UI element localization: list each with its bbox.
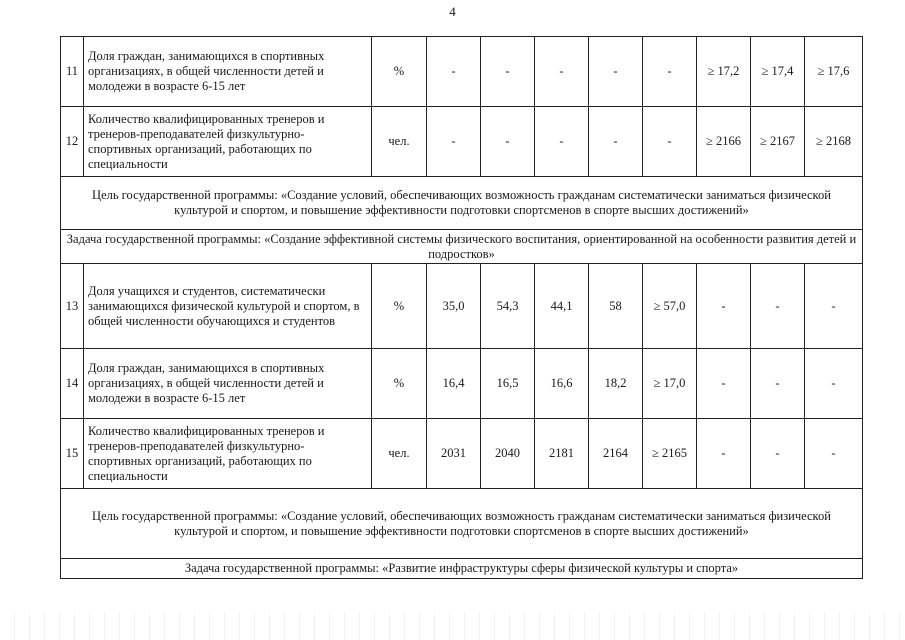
unit-cell: % bbox=[372, 264, 427, 349]
value-cell: - bbox=[805, 264, 863, 349]
row-number: 13 bbox=[61, 264, 84, 349]
value-cell: ≥ 2165 bbox=[643, 419, 697, 489]
value-cell: - bbox=[481, 107, 535, 177]
program-goal: Цель государственной программы: «Создание условий, обеспечивающих возможность гражданам систематически заниматься физической культурой и спортом, и повышение эффективности подготовки спортсменов в спорте высших достижений» bbox=[61, 177, 863, 230]
value-cell: 58 bbox=[589, 264, 643, 349]
value-cell: - bbox=[643, 37, 697, 107]
program-task: Задача государственной программы: «Развитие инфраструктуры сферы физической культуры и спорта» bbox=[61, 559, 863, 579]
value-cell: 44,1 bbox=[535, 264, 589, 349]
value-cell: - bbox=[589, 37, 643, 107]
indicators-table bbox=[60, 36, 863, 579]
value-cell: 16,5 bbox=[481, 349, 535, 419]
goal-row bbox=[61, 177, 863, 230]
indicator-name: Доля граждан, занимающихся в спортивных организациях, в общей численности детей и молодежи в возрасте 6-15 лет bbox=[84, 349, 372, 419]
value-cell: 18,2 bbox=[589, 349, 643, 419]
table-row bbox=[61, 37, 863, 107]
value-cell: 16,4 bbox=[427, 349, 481, 419]
value-cell: - bbox=[697, 264, 751, 349]
indicator-name: Количество квалифицированных тренеров и тренеров-преподавателей физкультурно-спортивных организаций, работающих по специальности bbox=[84, 107, 372, 177]
value-cell: - bbox=[427, 107, 481, 177]
value-cell: - bbox=[481, 37, 535, 107]
indicator-name: Количество квалифицированных тренеров и тренеров-преподавателей физкультурно-спортивных организаций, работающих по специальности bbox=[84, 419, 372, 489]
table-row bbox=[61, 349, 863, 419]
indicator-name: Доля учащихся и студентов, систематически занимающихся физической культурой и спортом, в общей численности обучающихся и студентов bbox=[84, 264, 372, 349]
value-cell: - bbox=[697, 349, 751, 419]
row-number: 12 bbox=[61, 107, 84, 177]
value-cell: 16,6 bbox=[535, 349, 589, 419]
task-row bbox=[61, 559, 863, 579]
value-cell: - bbox=[427, 37, 481, 107]
value-cell: ≥ 17,0 bbox=[643, 349, 697, 419]
value-cell: - bbox=[643, 107, 697, 177]
scan-noise bbox=[0, 612, 905, 640]
value-cell: - bbox=[535, 37, 589, 107]
value-cell: 54,3 bbox=[481, 264, 535, 349]
value-cell: - bbox=[805, 349, 863, 419]
table-row bbox=[61, 107, 863, 177]
value-cell: - bbox=[751, 264, 805, 349]
value-cell: 35,0 bbox=[427, 264, 481, 349]
value-cell: ≥ 57,0 bbox=[643, 264, 697, 349]
row-number: 14 bbox=[61, 349, 84, 419]
value-cell: 2164 bbox=[589, 419, 643, 489]
value-cell: - bbox=[535, 107, 589, 177]
program-task: Задача государственной программы: «Создание эффективной системы физического воспитания, ориентированной на особенности развития детей и подростков» bbox=[61, 230, 863, 264]
task-row bbox=[61, 230, 863, 264]
unit-cell: % bbox=[372, 349, 427, 419]
unit-cell: чел. bbox=[372, 419, 427, 489]
unit-cell: чел. bbox=[372, 107, 427, 177]
value-cell: ≥ 17,2 bbox=[697, 37, 751, 107]
table-row bbox=[61, 419, 863, 489]
value-cell: ≥ 17,4 bbox=[751, 37, 805, 107]
page-number: 4 bbox=[449, 4, 456, 19]
value-cell: 2181 bbox=[535, 419, 589, 489]
row-number: 15 bbox=[61, 419, 84, 489]
value-cell: ≥ 17,6 bbox=[805, 37, 863, 107]
value-cell: ≥ 2166 bbox=[697, 107, 751, 177]
value-cell: - bbox=[751, 419, 805, 489]
value-cell: 2031 bbox=[427, 419, 481, 489]
value-cell: ≥ 2167 bbox=[751, 107, 805, 177]
value-cell: - bbox=[805, 419, 863, 489]
indicator-name: Доля граждан, занимающихся в спортивных организациях, в общей численности детей и молодежи в возрасте 6-15 лет bbox=[84, 37, 372, 107]
value-cell: ≥ 2168 bbox=[805, 107, 863, 177]
row-number: 11 bbox=[61, 37, 84, 107]
table-row bbox=[61, 264, 863, 349]
unit-cell: % bbox=[372, 37, 427, 107]
value-cell: 2040 bbox=[481, 419, 535, 489]
goal-row bbox=[61, 489, 863, 559]
value-cell: - bbox=[589, 107, 643, 177]
program-goal: Цель государственной программы: «Создание условий, обеспечивающих возможность гражданам систематически заниматься физической культурой и спортом, и повышение эффективности подготовки спортсменов в спорте высших достижений» bbox=[61, 489, 863, 559]
value-cell: - bbox=[697, 419, 751, 489]
value-cell: - bbox=[751, 349, 805, 419]
